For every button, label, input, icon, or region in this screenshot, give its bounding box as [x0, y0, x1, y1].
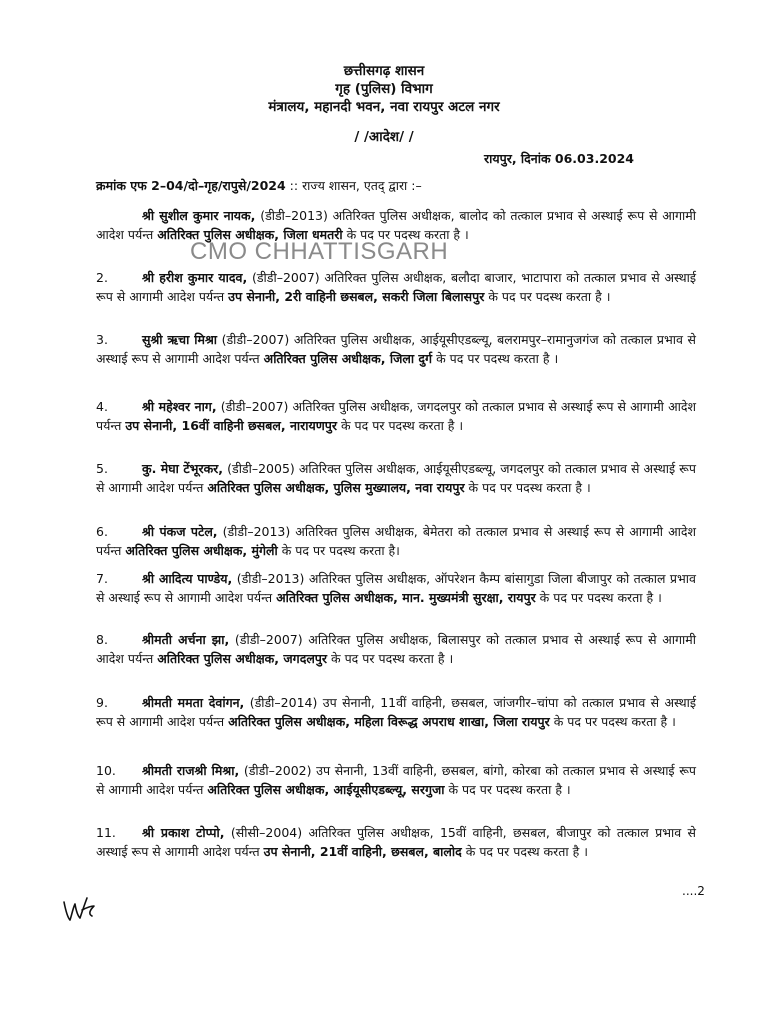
order-text-end: के पद पर पदस्थ करता है । — [535, 590, 662, 605]
paragraph-number: 8. — [96, 632, 108, 647]
paragraph-number: 5. — [96, 461, 108, 476]
order-text: (सीसी–2004) अतिरिक्त पुलिस अधीक्षक, 15वीं वाहिनी, छसबल, बीजापुर को तत्काल प्रभाव से अस्थाई रूप से आगामी आदेश पर्यन्त — [96, 825, 697, 859]
officer-name: श्रीमती अर्चना झा, — [142, 632, 230, 647]
new-posting: उप सेनानी, 2री वाहिनी छसबल, सकरी जिला बिलासपुर — [228, 289, 485, 304]
order-text: (डीडी–2002) उप सेनानी, 13वीं वाहिनी, छसबल, बांगो, कोरबा को तत्काल प्रभाव से अस्थाई रूप से आगामी आदेश पर्यन्त — [96, 763, 697, 797]
new-posting: अतिरिक्त पुलिस अधीक्षक, आईयूसीएडब्ल्यू, सरगुजा — [207, 782, 445, 797]
reference-number: क्रमांक एफ 2–04/दो–गृह/रापुसे/2024 — [96, 178, 286, 193]
paragraph-number: 9. — [96, 695, 108, 710]
order-text-end: के पद पर पदस्थ करता है । — [484, 289, 611, 304]
new-posting: अतिरिक्त पुलिस अधीक्षक, जिला धमतरी — [157, 227, 343, 242]
order-text: (डीडी–2013) अतिरिक्त पुलिस अधीक्षक, बालोद को तत्काल प्रभाव से अस्थाई रूप से आगामी आदेश पर्यन्त — [96, 208, 696, 242]
order-title: / /आदेश/ / — [354, 129, 414, 145]
order-paragraph-10 — [96, 761, 696, 799]
new-posting: उप सेनानी, 16वीं वाहिनी छसबल, नारायणपुर — [125, 418, 337, 433]
order-text: (डीडी–2013) अतिरिक्त पुलिस अधीक्षक, ऑपरेशन कैम्प बांसागुडा जिला बीजापुर को तत्काल प्रभाव से अस्थाई रूप से आगामी आदेश पर्यन्त — [96, 571, 696, 605]
paragraph-number: 3. — [96, 332, 108, 347]
order-text-end: के पद पर पदस्थ करता है । — [337, 418, 464, 433]
order-text-end: के पद पर पदस्थ करता है । — [464, 480, 591, 495]
watermark-text: CMO CHHATTISGARH — [190, 238, 449, 265]
header-state: छत्तीसगढ़ शासन — [343, 63, 425, 79]
officer-name: श्री हरीश कुमार यादव, — [142, 270, 248, 285]
order-paragraph-5 — [96, 459, 696, 497]
officer-name: श्री सुशील कुमार नायक, — [142, 208, 256, 223]
new-posting: अतिरिक्त पुलिस अधीक्षक, जगदलपुर — [157, 651, 328, 666]
order-text-end: के पद पर पदस्थ करता है । — [342, 227, 469, 242]
order-text-end: के पद पर पदस्थ करता है। — [277, 543, 400, 558]
order-text: (डीडी–2013) अतिरिक्त पुलिस अधीक्षक, बेमेतरा को तत्काल प्रभाव से अस्थाई रूप से आगामी आदेश पर्यन्त — [96, 524, 696, 558]
header-address: मंत्रालय, महानदी भवन, नवा रायपुर अटल नगर — [268, 99, 500, 115]
order-text-end: के पद पर पदस्थ करता है । — [461, 844, 588, 859]
new-posting: अतिरिक्त पुलिस अधीक्षक, पुलिस मुख्यालय, नवा रायपुर — [207, 480, 465, 495]
paragraph-number: 4. — [96, 399, 108, 414]
order-paragraph-4 — [96, 397, 696, 435]
new-posting: अतिरिक्त पुलिस अधीक्षक, महिला विरूद्ध अपराध शाखा, जिला रायपुर — [228, 714, 550, 729]
order-text-end: के पद पर पदस्थ करता है । — [444, 782, 571, 797]
page-continuation: ....2 — [682, 884, 705, 898]
officer-name: श्री महेश्वर नाग, — [142, 399, 217, 414]
officer-name: कु. मेघा टेंभूरकर, — [142, 461, 224, 476]
order-text: (डीडी–2007) अतिरिक्त पुलिस अधीक्षक, बिलासपुर को तत्काल प्रभाव से अस्थाई रूप से आगामी आदेश पर्यन्त — [96, 632, 697, 666]
officer-name: श्री पंकज पटेल, — [142, 524, 218, 539]
order-text: (डीडी–2007) अतिरिक्त पुलिस अधीक्षक, आईयूसीएडब्ल्यू, बलरामपुर–रामानुजगंज को तत्काल प्रभाव से अस्थाई रूप से आगामी आदेश पर्यन्त — [96, 332, 696, 366]
reference-text: :: राज्य शासन, एतद् द्वारा :– — [285, 178, 422, 193]
order-paragraph-7 — [96, 569, 696, 607]
new-posting: अतिरिक्त पुलिस अधीक्षक, मुंगेली — [125, 543, 278, 558]
paragraph-number: 6. — [96, 524, 108, 539]
order-paragraph-9 — [96, 693, 696, 731]
order-text: (डीडी–2014) उप सेनानी, 11वीं वाहिनी, छसबल, जांजगीर–चांपा को तत्काल प्रभाव से अस्थाई रूप से आगामी आदेश पर्यन्त — [96, 695, 696, 729]
handwritten-initials-signature — [60, 890, 100, 924]
paragraph-number: 10. — [96, 763, 116, 778]
reference-line — [96, 176, 422, 195]
paragraph-number: 2. — [96, 270, 108, 285]
order-paragraph-1 — [96, 206, 696, 244]
officer-name: सुश्री ऋचा मिश्रा — [142, 332, 218, 347]
order-paragraph-6 — [96, 522, 696, 560]
order-paragraph-3 — [96, 330, 696, 368]
order-paragraph-8 — [96, 630, 696, 668]
officer-name: श्री आदित्य पाण्डेय, — [142, 571, 233, 586]
order-text: (डीडी–2007) अतिरिक्त पुलिस अधीक्षक, जगदलपुर को तत्काल प्रभाव से अस्थाई रूप से आगामी आदेश पर्यन्त — [96, 399, 696, 433]
paragraph-number: 11. — [96, 825, 116, 840]
new-posting: अतिरिक्त पुलिस अधीक्षक, जिला दुर्ग — [263, 351, 433, 366]
order-text: (डीडी–2005) अतिरिक्त पुलिस अधीक्षक, आईयूसीएडब्ल्यू, जगदलपुर को तत्काल प्रभाव से अस्थाई रूप से आगामी आदेश पर्यन्त — [96, 461, 696, 495]
order-text-end: के पद पर पदस्थ करता है । — [327, 651, 454, 666]
order-text-end: के पद पर पदस्थ करता है । — [549, 714, 676, 729]
order-paragraph-2 — [96, 268, 696, 306]
order-text-end: के पद पर पदस्थ करता है । — [432, 351, 559, 366]
order-date: रायपुर, दिनांक 06.03.2024 — [484, 151, 634, 166]
new-posting: अतिरिक्त पुलिस अधीक्षक, मान. मुख्यमंत्री सुरक्षा, रायपुर — [276, 590, 536, 605]
officer-name: श्रीमती ममता देवांगन, — [142, 695, 245, 710]
new-posting: उप सेनानी, 21वीं वाहिनी, छसबल, बालोद — [263, 844, 462, 859]
officer-name: श्रीमती राजश्री मिश्रा, — [142, 763, 240, 778]
header-department: गृह (पुलिस) विभाग — [335, 81, 433, 97]
officer-name: श्री प्रकाश टोप्पो, — [142, 825, 225, 840]
order-text: (डीडी–2007) अतिरिक्त पुलिस अधीक्षक, बलौदा बाजार, भाटापारा को तत्काल प्रभाव से अस्थाई रूप से आगामी आदेश पर्यन्त — [96, 270, 696, 304]
order-paragraph-11 — [96, 823, 696, 861]
paragraph-number: 7. — [96, 571, 108, 586]
